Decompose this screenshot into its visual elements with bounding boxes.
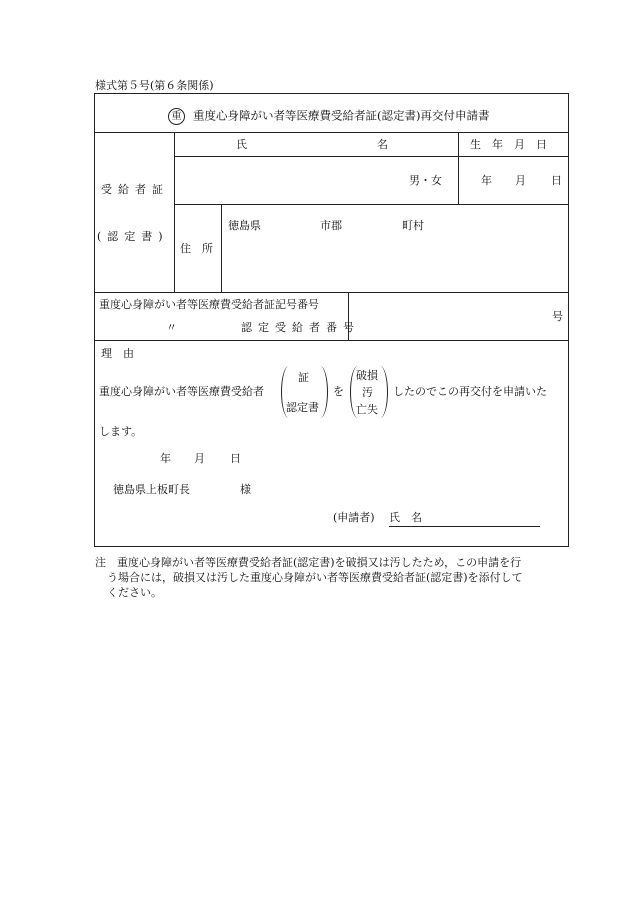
- form-frame: [94, 93, 569, 547]
- date-year-unit: 年: [160, 452, 171, 465]
- address-prefecture: 徳島県: [228, 219, 261, 232]
- divider: [94, 340, 569, 341]
- divider: [458, 132, 459, 204]
- divider: [174, 156, 569, 157]
- recipient-label: 受給者証: [101, 183, 169, 196]
- divider: [174, 204, 569, 205]
- option-lost: 亡失: [356, 403, 378, 416]
- address-town: 町村: [402, 219, 424, 232]
- applicant-name-label: 氏 名: [389, 511, 422, 524]
- addressee-honorific: 様: [240, 483, 251, 496]
- reason-suffix: したのでこの再交付を申請いた: [393, 385, 547, 398]
- applicant-label: (申請者): [333, 511, 375, 524]
- reason-continuation: します。: [99, 425, 143, 438]
- reason-label: 理 由: [101, 347, 134, 360]
- date-month-unit: 月: [194, 452, 205, 465]
- note-line: う場合には，破損又は汚した重度心身障がい者等医療費受給者証(認定書)を添付して: [107, 571, 523, 584]
- reason-prefix: 重度心身障がい者等医療費受給者: [99, 385, 264, 398]
- recognition-number-label: 認定受給者番号: [241, 321, 360, 334]
- address-city: 市郡: [320, 219, 342, 232]
- gender-choice: 男・女: [409, 174, 442, 187]
- note-line: ください。: [107, 586, 162, 599]
- divider: [221, 204, 222, 292]
- option-soiled: 汚: [362, 386, 373, 399]
- date-day-unit: 日: [230, 452, 241, 465]
- option-certificate: 証: [298, 371, 309, 384]
- title-circle-mark: 重: [168, 108, 185, 125]
- applicant-signature-line: [389, 526, 540, 527]
- name-header: 氏: [236, 138, 247, 151]
- divider: [174, 132, 175, 292]
- divider: [94, 132, 569, 133]
- birthdate-header: 生 年 月 日: [470, 138, 547, 151]
- note-line: 注 重度心身障がい者等医療費受給者証(認定書)を破損又は汚したため，この申請を行: [95, 556, 522, 569]
- particle: を: [333, 385, 344, 398]
- recipient-label-sub: (認定書): [97, 230, 169, 243]
- birth-day-unit: 日: [551, 174, 562, 187]
- number-suffix: 号: [552, 310, 563, 323]
- certificate-number-label: 重度心身障がい者等医療費受給者証記号番号: [99, 298, 319, 311]
- name-header: 名: [377, 138, 388, 151]
- form-title: [168, 108, 489, 125]
- title-text: 重度心身障がい者等医療費受給者証(認定書)再交付申請書: [193, 108, 490, 123]
- birth-month-unit: 月: [515, 174, 526, 187]
- address-label: 住 所: [180, 242, 213, 255]
- birth-year-unit: 年: [481, 174, 492, 187]
- option-recognition-document: 認定書: [286, 401, 319, 414]
- divider: [94, 292, 569, 293]
- option-damage: 破損: [356, 369, 378, 382]
- form-number: 様式第５号(第６条関係): [95, 79, 214, 92]
- addressee: 徳島県上板町長: [113, 483, 190, 496]
- ditto-mark: 〃: [166, 321, 177, 334]
